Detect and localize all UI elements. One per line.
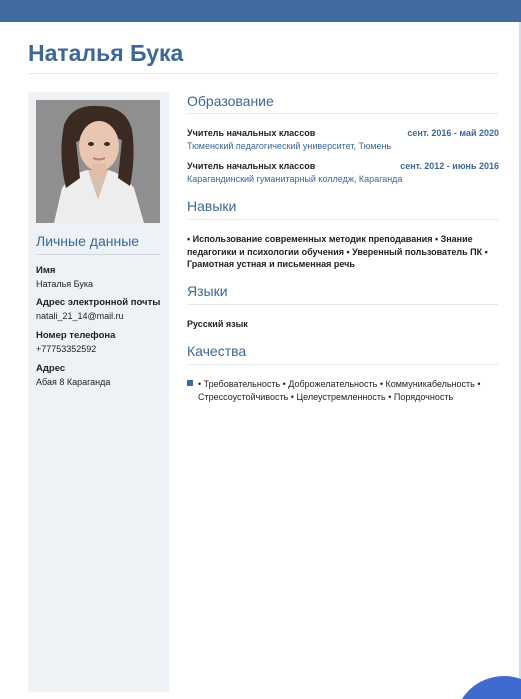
education-item	[187, 128, 499, 151]
section-divider	[187, 304, 498, 305]
field-address	[36, 363, 166, 387]
section-divider	[187, 219, 498, 220]
sidebar-personal-data	[28, 92, 169, 692]
education-position: Учитель начальных классов	[187, 128, 316, 138]
section-divider	[187, 113, 498, 114]
field-label: Адрес электронной почты	[36, 297, 161, 308]
education-item	[187, 161, 499, 184]
qualities-text: • Требовательность • Доброжелательность • Коммуникабельность • Стрессоустойчивость • Целеустремленность • Порядочность	[198, 379, 481, 402]
field-value: natali_21_14@mail.ru	[36, 311, 124, 321]
field-label: Номер телефона	[36, 330, 116, 341]
sidebar-heading: Личные данные	[36, 233, 140, 249]
sidebar-divider	[36, 254, 160, 255]
field-name	[36, 265, 166, 289]
field-label: Имя	[36, 265, 56, 276]
field-label: Адрес	[36, 363, 66, 374]
field-value: +77753352592	[36, 344, 97, 354]
education-institution: Карагандинский гуманитарный колледж, Караганда	[187, 174, 403, 184]
field-value: Абая 8 Караганда	[36, 377, 111, 387]
education-institution: Тюменский педагогический университет, Тюмень	[187, 141, 392, 151]
top-color-band	[0, 0, 521, 22]
skills-text: • Использование современных методик преподавания • Знание педагогики и психологии обучения • Уверенный пользователь ПК • Грамотная устная и письменная речь	[187, 234, 488, 269]
section-title-skills: Навыки	[187, 198, 237, 214]
language-item: Русский язык	[187, 319, 248, 329]
profile-photo	[36, 100, 160, 223]
section-title-qualities: Качества	[187, 343, 247, 359]
field-email	[36, 297, 166, 321]
resume-name-title: Наталья Бука	[28, 40, 184, 66]
title-divider	[28, 73, 498, 74]
field-phone	[36, 330, 166, 354]
section-divider	[187, 364, 498, 365]
section-title-education: Образование	[187, 93, 274, 109]
decorative-circle	[454, 676, 521, 699]
education-dates: сент. 2012 - июнь 2016	[400, 161, 499, 171]
education-position: Учитель начальных классов	[187, 161, 316, 171]
education-dates: сент. 2016 - май 2020	[407, 128, 499, 138]
section-title-languages: Языки	[187, 283, 228, 299]
bullet-square-icon	[187, 380, 193, 386]
field-value: Наталья Бука	[36, 279, 93, 289]
